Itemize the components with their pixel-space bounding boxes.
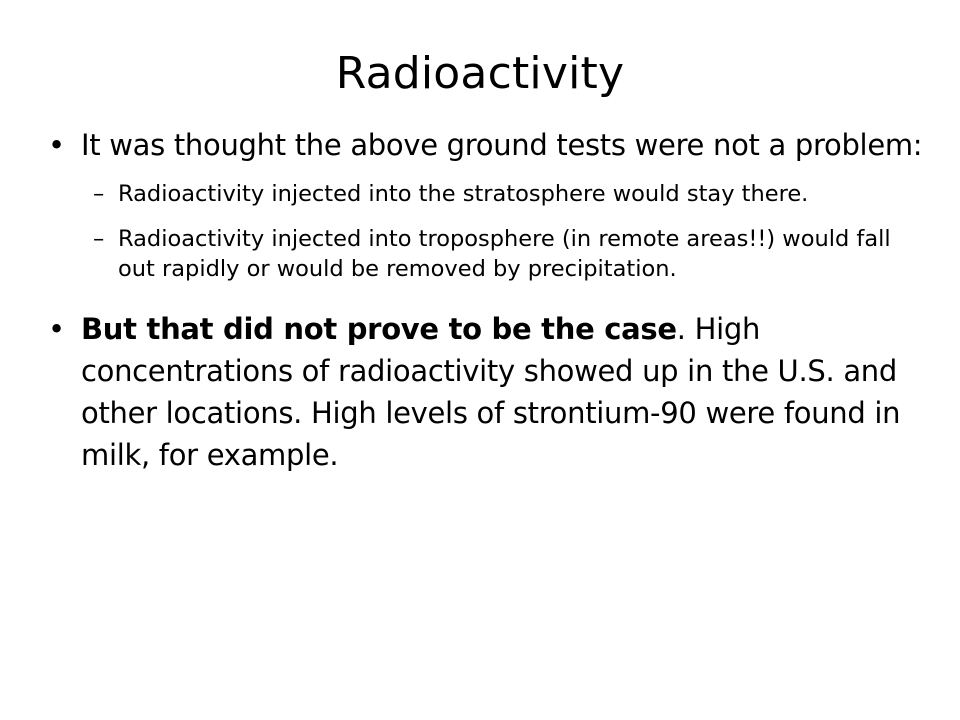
sub-bullet-marker: –: [93, 181, 105, 207]
sub-bullet-text: Radioactivity injected into troposphere (in remote areas!!) would fall out rapidly or would be removed by precipitation.: [118, 226, 891, 282]
bullet-text: It was thought the above ground tests were not a problem:: [81, 128, 923, 162]
sub-bullet-item: [93, 179, 908, 209]
sub-bullet-item: [93, 224, 908, 284]
sub-bullet-marker: –: [93, 226, 105, 252]
bullet-emphasis-text: But that did not prove to be the case: [81, 312, 677, 346]
bullet-marker: •: [48, 312, 65, 346]
bullet-text: . High concentrations of radioactivity showed up in the U.S. and other locations. High levels of strontium-90 were found in milk, for example.: [81, 312, 901, 472]
slide-body: [48, 126, 928, 476]
bullet-item: [48, 308, 928, 476]
slide-title: Radioactivity: [335, 48, 625, 99]
bullet-item: [48, 126, 928, 165]
sub-bullet-text: Radioactivity injected into the stratosphere would stay there.: [118, 181, 809, 207]
sub-bullet-list: [93, 179, 928, 284]
bullet-marker: •: [48, 128, 65, 162]
